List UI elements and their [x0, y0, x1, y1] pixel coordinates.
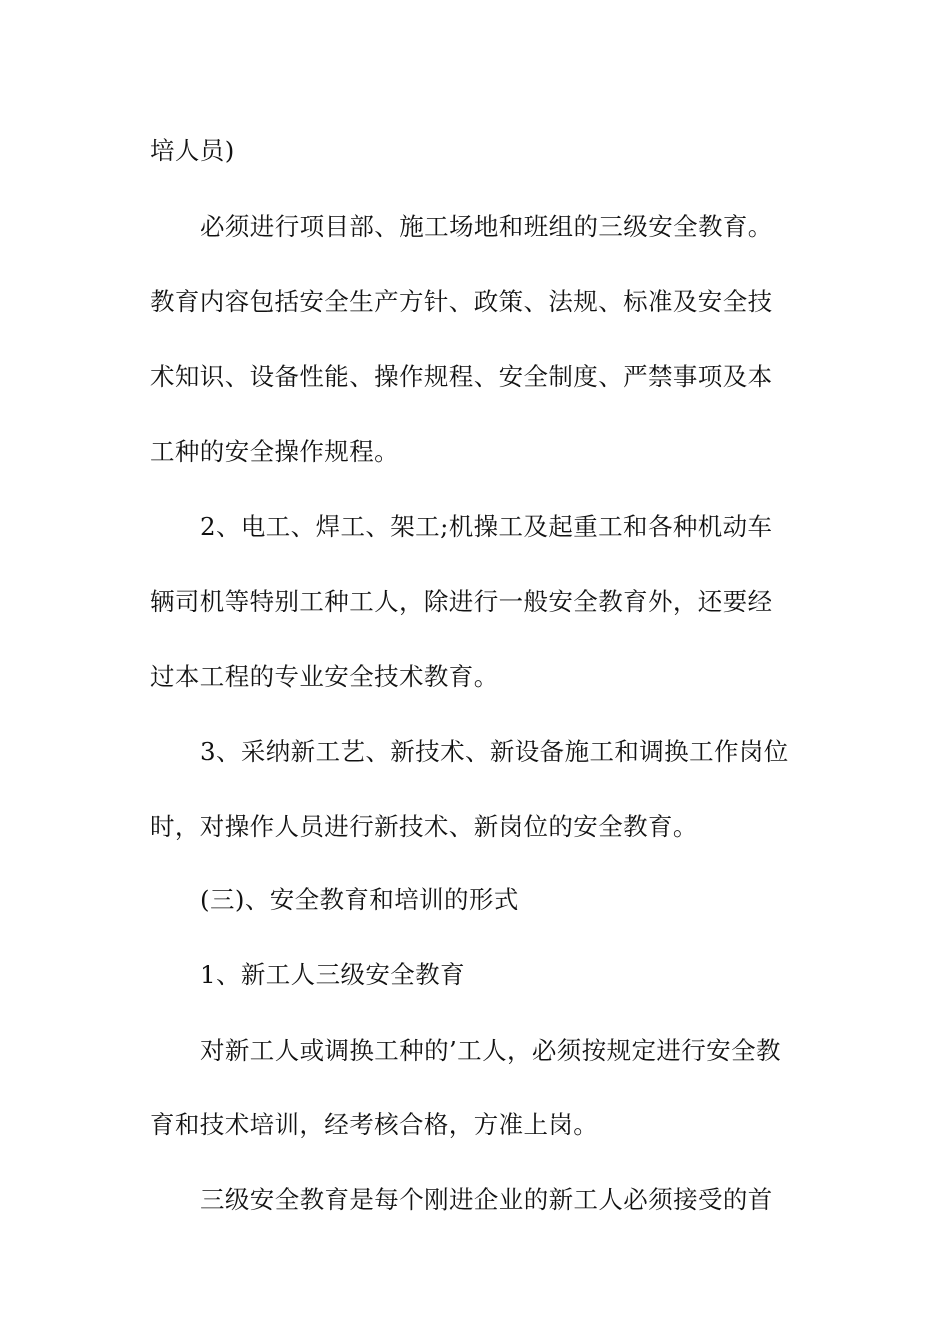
paragraph-line: 对新工人或调换工种的’工人，必须按规定进行安全教: [200, 1036, 781, 1065]
paragraph-line: 三级安全教育是每个刚进企业的新工人必须接受的首: [200, 1185, 773, 1214]
text-line: 时，对操作人员进行新技术、新岗位的安全教育。: [150, 812, 698, 841]
section-heading: (三)、安全教育和培训的形式: [200, 885, 519, 914]
text-line: 术知识、设备性能、操作规程、安全制度、严禁事项及本: [150, 362, 773, 391]
text-line: 教育内容包括安全生产方针、政策、法规、标准及安全技: [150, 287, 773, 316]
text-line: 过本工程的专业安全技术教育。: [150, 662, 499, 691]
paragraph-line: 2、电工、焊工、架工;机操工及起重工和各种机动车: [200, 512, 773, 541]
text-line: 工种的安全操作规程。: [150, 437, 399, 466]
text-line: 育和技术培训，经考核合格，方准上岗。: [150, 1110, 599, 1139]
paragraph-line: 3、采纳新工艺、新技术、新设备施工和调换工作岗位: [200, 737, 789, 766]
text-line: 辆司机等特别工种工人，除进行一般安全教育外，还要经: [150, 587, 773, 616]
paragraph-line: 必须进行项目部、施工场地和班组的三级安全教育。: [200, 212, 773, 241]
text-line: 培人员): [150, 136, 235, 165]
subsection-heading: 1、新工人三级安全教育: [200, 960, 465, 989]
